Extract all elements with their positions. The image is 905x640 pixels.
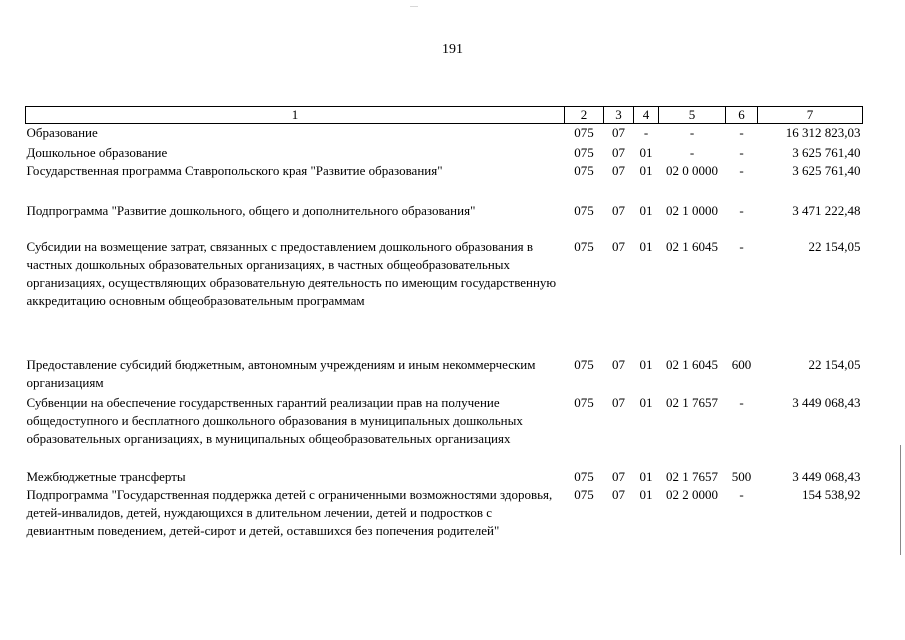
row-ministry-code: 075 — [574, 125, 594, 140]
row-expense-type: 500 — [731, 468, 752, 484]
margin-rule — [900, 445, 901, 555]
row-amount: 3 449 068,43 — [792, 394, 861, 410]
header-col-6: 6 — [726, 107, 758, 124]
table-row — [26, 162, 863, 202]
row-subsection-code: 01 — [639, 486, 653, 502]
row-name: Государственная программа Ставропольского края "Развитие образования" — [26, 162, 443, 178]
table-row — [26, 202, 863, 238]
row-expense-type: - — [739, 238, 744, 254]
header-col-3: 3 — [604, 107, 634, 124]
page-number: 191 — [442, 42, 463, 57]
row-subsection-code: 01 — [639, 394, 653, 410]
row-subsection-code: 01 — [639, 144, 653, 160]
table-row — [26, 144, 863, 162]
table-row — [26, 356, 863, 394]
header-col-2: 2 — [565, 107, 604, 124]
row-name: Подпрограмма "Развитие дошкольного, общего и дополнительного образования" — [26, 202, 476, 218]
table-row — [26, 486, 863, 558]
table-row — [26, 124, 863, 144]
row-subsection-code: 01 — [639, 238, 653, 254]
row-name: Дошкольное образование — [26, 144, 168, 160]
header-col-5: 5 — [659, 107, 726, 124]
row-target-code: 02 1 0000 — [666, 202, 718, 218]
row-target-code: 02 0 0000 — [666, 162, 718, 178]
row-section-code: 07 — [612, 144, 625, 160]
row-subsection-code: 01 — [639, 162, 653, 178]
row-target-code: - — [689, 125, 695, 140]
row-amount: 3 625 761,40 — [792, 162, 861, 178]
row-name: Подпрограмма "Государственная поддержка детей с ограниченными возможностями здоровья, детей-инвалидов, детей, нуждающихся в длительном лечении, детей и подростков с девиантным поведением, детей-сирот и детей, оставшихся без попечения родителей" — [26, 486, 553, 538]
row-amount: 154 538,92 — [802, 486, 861, 502]
row-ministry-code: 075 — [574, 486, 594, 502]
row-subsection-code: 01 — [639, 356, 653, 372]
row-ministry-code: 075 — [574, 394, 594, 410]
row-section-code: 07 — [612, 238, 625, 254]
row-name: Межбюджетные трансферты — [26, 468, 186, 484]
row-amount: 22 154,05 — [808, 356, 861, 372]
header-col-1: 1 — [26, 107, 565, 124]
row-amount: 3 449 068,43 — [792, 468, 861, 484]
row-name: Образование — [26, 125, 98, 140]
top-mark: .... — [410, 0, 418, 9]
row-amount: 16 312 823,03 — [785, 125, 861, 140]
row-subsection-code: - — [643, 125, 649, 140]
row-target-code: 02 1 7657 — [666, 468, 718, 484]
table-row — [26, 468, 863, 486]
budget-table — [25, 106, 863, 558]
row-expense-type: - — [739, 162, 744, 178]
row-target-code: 02 1 6045 — [666, 356, 718, 372]
row-name: Субсидии на возмещение затрат, связанных с предоставлением дошкольного образования в частных дошкольных образовательных организациях, в частных общеобразовательных организациях, осуществляющих образовательную деятельность по имеющим государственную аккредитацию основным общеобразовательным программам — [26, 238, 557, 308]
row-section-code: 07 — [612, 356, 625, 372]
row-amount: 22 154,05 — [808, 238, 861, 254]
row-ministry-code: 075 — [574, 468, 594, 484]
row-section-code: 07 — [612, 162, 625, 178]
row-target-code: 02 2 0000 — [666, 486, 718, 502]
row-amount: 3 471 222,48 — [792, 202, 861, 218]
row-ministry-code: 075 — [574, 202, 594, 218]
row-ministry-code: 075 — [574, 144, 594, 160]
row-name: Предоставление субсидий бюджетным, автономным учреждениям и иным некоммерческим организациям — [26, 356, 536, 390]
row-expense-type: - — [739, 144, 744, 160]
row-ministry-code: 075 — [574, 238, 594, 254]
table-row — [26, 238, 863, 356]
row-name: Субвенции на обеспечение государственных гарантий реализации прав на получение общедоступного и бесплатного дошкольного образования в муниципальных дошкольных образовательных организациях, в муниципальных общеобразовательных организациях — [26, 394, 523, 446]
row-ministry-code: 075 — [574, 356, 594, 372]
row-expense-type: - — [739, 486, 744, 502]
row-section-code: 07 — [612, 394, 625, 410]
row-section-code: 07 — [612, 202, 625, 218]
row-section-code: 07 — [612, 486, 625, 502]
header-row — [26, 107, 863, 124]
row-amount: 3 625 761,40 — [792, 144, 861, 160]
row-target-code: - — [689, 144, 695, 160]
row-expense-type: 600 — [731, 356, 752, 372]
row-subsection-code: 01 — [639, 468, 653, 484]
row-section-code: 07 — [612, 468, 625, 484]
row-section-code: 07 — [612, 125, 625, 140]
row-ministry-code: 075 — [574, 162, 594, 178]
row-target-code: 02 1 7657 — [666, 394, 718, 410]
row-expense-type: - — [739, 394, 744, 410]
header-col-4: 4 — [634, 107, 659, 124]
row-target-code: 02 1 6045 — [666, 238, 718, 254]
table-row — [26, 394, 863, 468]
row-subsection-code: 01 — [639, 202, 653, 218]
header-col-7: 7 — [758, 107, 863, 124]
row-expense-type: - — [739, 202, 744, 218]
row-expense-type: - — [739, 125, 744, 140]
